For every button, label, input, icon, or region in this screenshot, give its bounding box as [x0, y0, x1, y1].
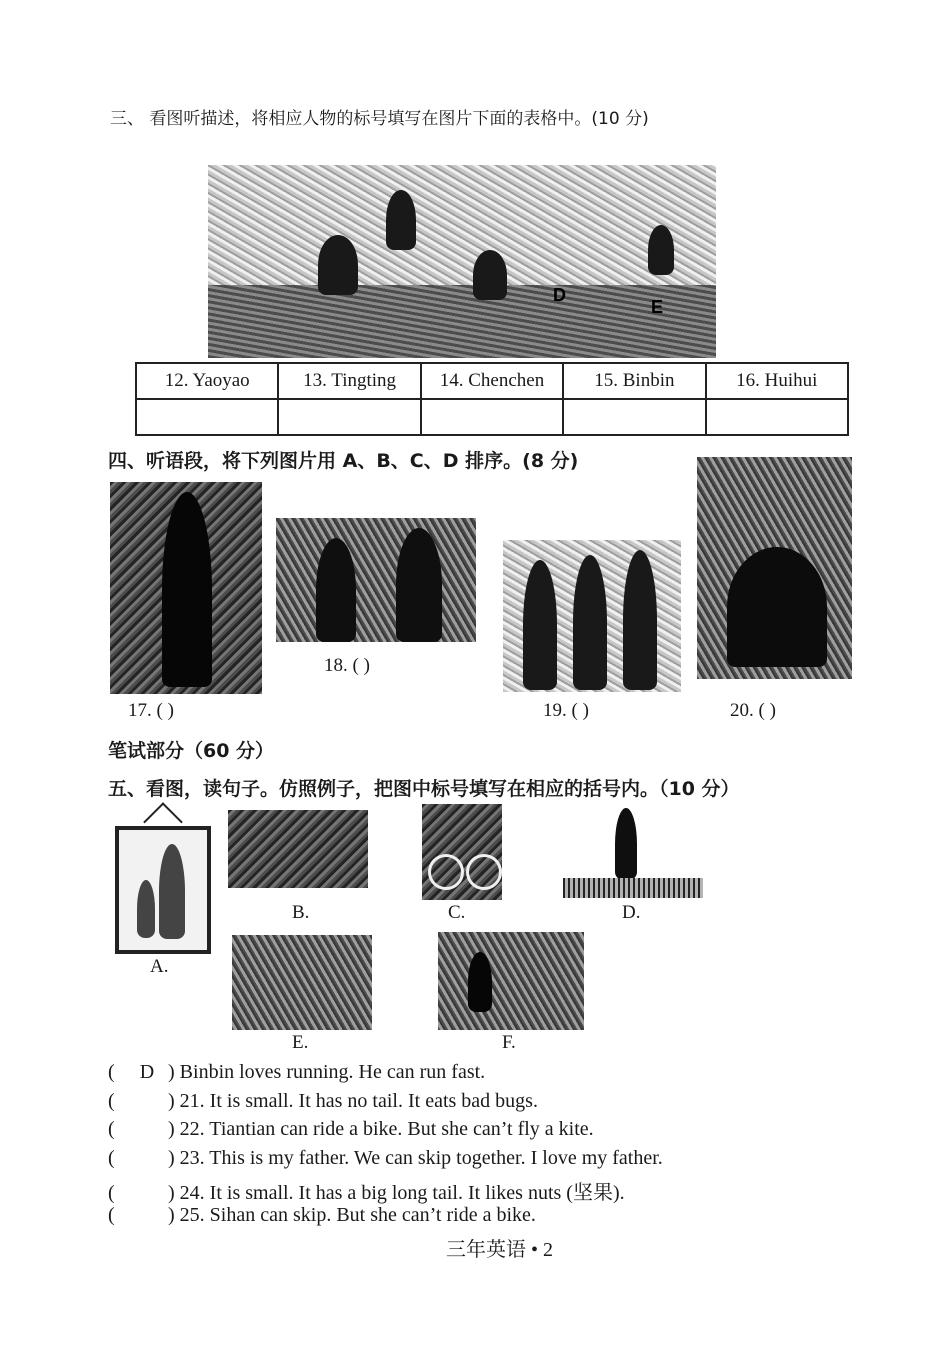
answer-cell[interactable]: [563, 399, 705, 435]
caption-17: 17. ( ): [128, 700, 174, 721]
picture-b: [228, 810, 368, 888]
question-text: 23. This is my father. We can skip together. I love my father.: [179, 1147, 663, 1169]
picture-a-frame: [115, 826, 211, 954]
question-24: ( ) 24. It is small. It has a big long tail. It likes nuts (坚果).: [108, 1182, 625, 1204]
photo-17: [110, 482, 262, 694]
question-25: ( ) 25. Sihan can skip. But she can’t ride a bike.: [108, 1204, 536, 1226]
picture-label-d: D.: [622, 902, 641, 923]
picture-label-e: E.: [292, 1032, 309, 1053]
name-cell: 13. Tingting: [278, 363, 420, 399]
names-answer-table: [135, 362, 849, 436]
example-answer: D: [139, 1061, 155, 1083]
picture-d: [563, 806, 703, 898]
picture-e: [232, 935, 372, 1030]
question-text: 22. Tiantian can ride a bike. But she can’t fly a kite.: [179, 1118, 594, 1140]
section-4-heading: 四、听语段，将下列图片用 A、B、C、D 排序。(8 分): [108, 450, 579, 472]
scene-label-d: D: [553, 285, 566, 305]
section-5-heading: 五、看图，读句子。仿照例子，把图中标号填写在相应的括号内。（10 分）: [108, 778, 740, 800]
name-cell: 16. Huihui: [706, 363, 848, 399]
answer-cell[interactable]: [421, 399, 563, 435]
picture-label-c: C.: [448, 902, 466, 923]
name-cell: 12. Yaoyao: [136, 363, 278, 399]
example-sentence: ( D ) Binbin loves running. He can run fast.: [108, 1061, 486, 1083]
caption-19: 19. ( ): [543, 700, 589, 721]
park-scene-image: [208, 165, 716, 358]
question-text: 21. It is small. It has no tail. It eats bad bugs.: [179, 1090, 538, 1112]
answer-cell[interactable]: [278, 399, 420, 435]
section-3-heading: 三、 看图听描述，将相应人物的标号填写在图片下面的表格中。(10 分): [110, 109, 649, 129]
caption-18: 18. ( ): [324, 655, 370, 676]
question-22: ( ) 22. Tiantian can ride a bike. But she can’t fly a kite.: [108, 1118, 594, 1140]
caption-20: 20. ( ): [730, 700, 776, 721]
photo-18: [276, 518, 476, 642]
example-text: Binbin loves running. He can run fast.: [179, 1061, 486, 1083]
name-cell: 14. Chenchen: [421, 363, 563, 399]
question-21: ( ) 21. It is small. It has no tail. It eats bad bugs.: [108, 1090, 538, 1112]
written-part-heading: 笔试部分（60 分）: [108, 740, 275, 762]
answer-cell[interactable]: [706, 399, 848, 435]
photo-20: [697, 457, 852, 679]
name-cell: 15. Binbin: [563, 363, 705, 399]
page-footer: 三年英语 • 2: [446, 1239, 554, 1261]
photo-19: [503, 540, 681, 692]
answer-cell[interactable]: [136, 399, 278, 435]
picture-label-f: F.: [502, 1032, 516, 1053]
question-23: ( ) 23. This is my father. We can skip together. I love my father.: [108, 1147, 663, 1169]
picture-f: [438, 932, 584, 1030]
question-text: 25. Sihan can skip. But she can’t ride a bike.: [179, 1204, 536, 1226]
picture-label-a: A.: [150, 956, 169, 977]
question-text: 24. It is small. It has a big long tail. It likes nuts (坚果).: [179, 1182, 625, 1204]
picture-label-b: B.: [292, 902, 310, 923]
picture-c: [422, 804, 502, 900]
scene-label-e: E: [651, 297, 664, 317]
